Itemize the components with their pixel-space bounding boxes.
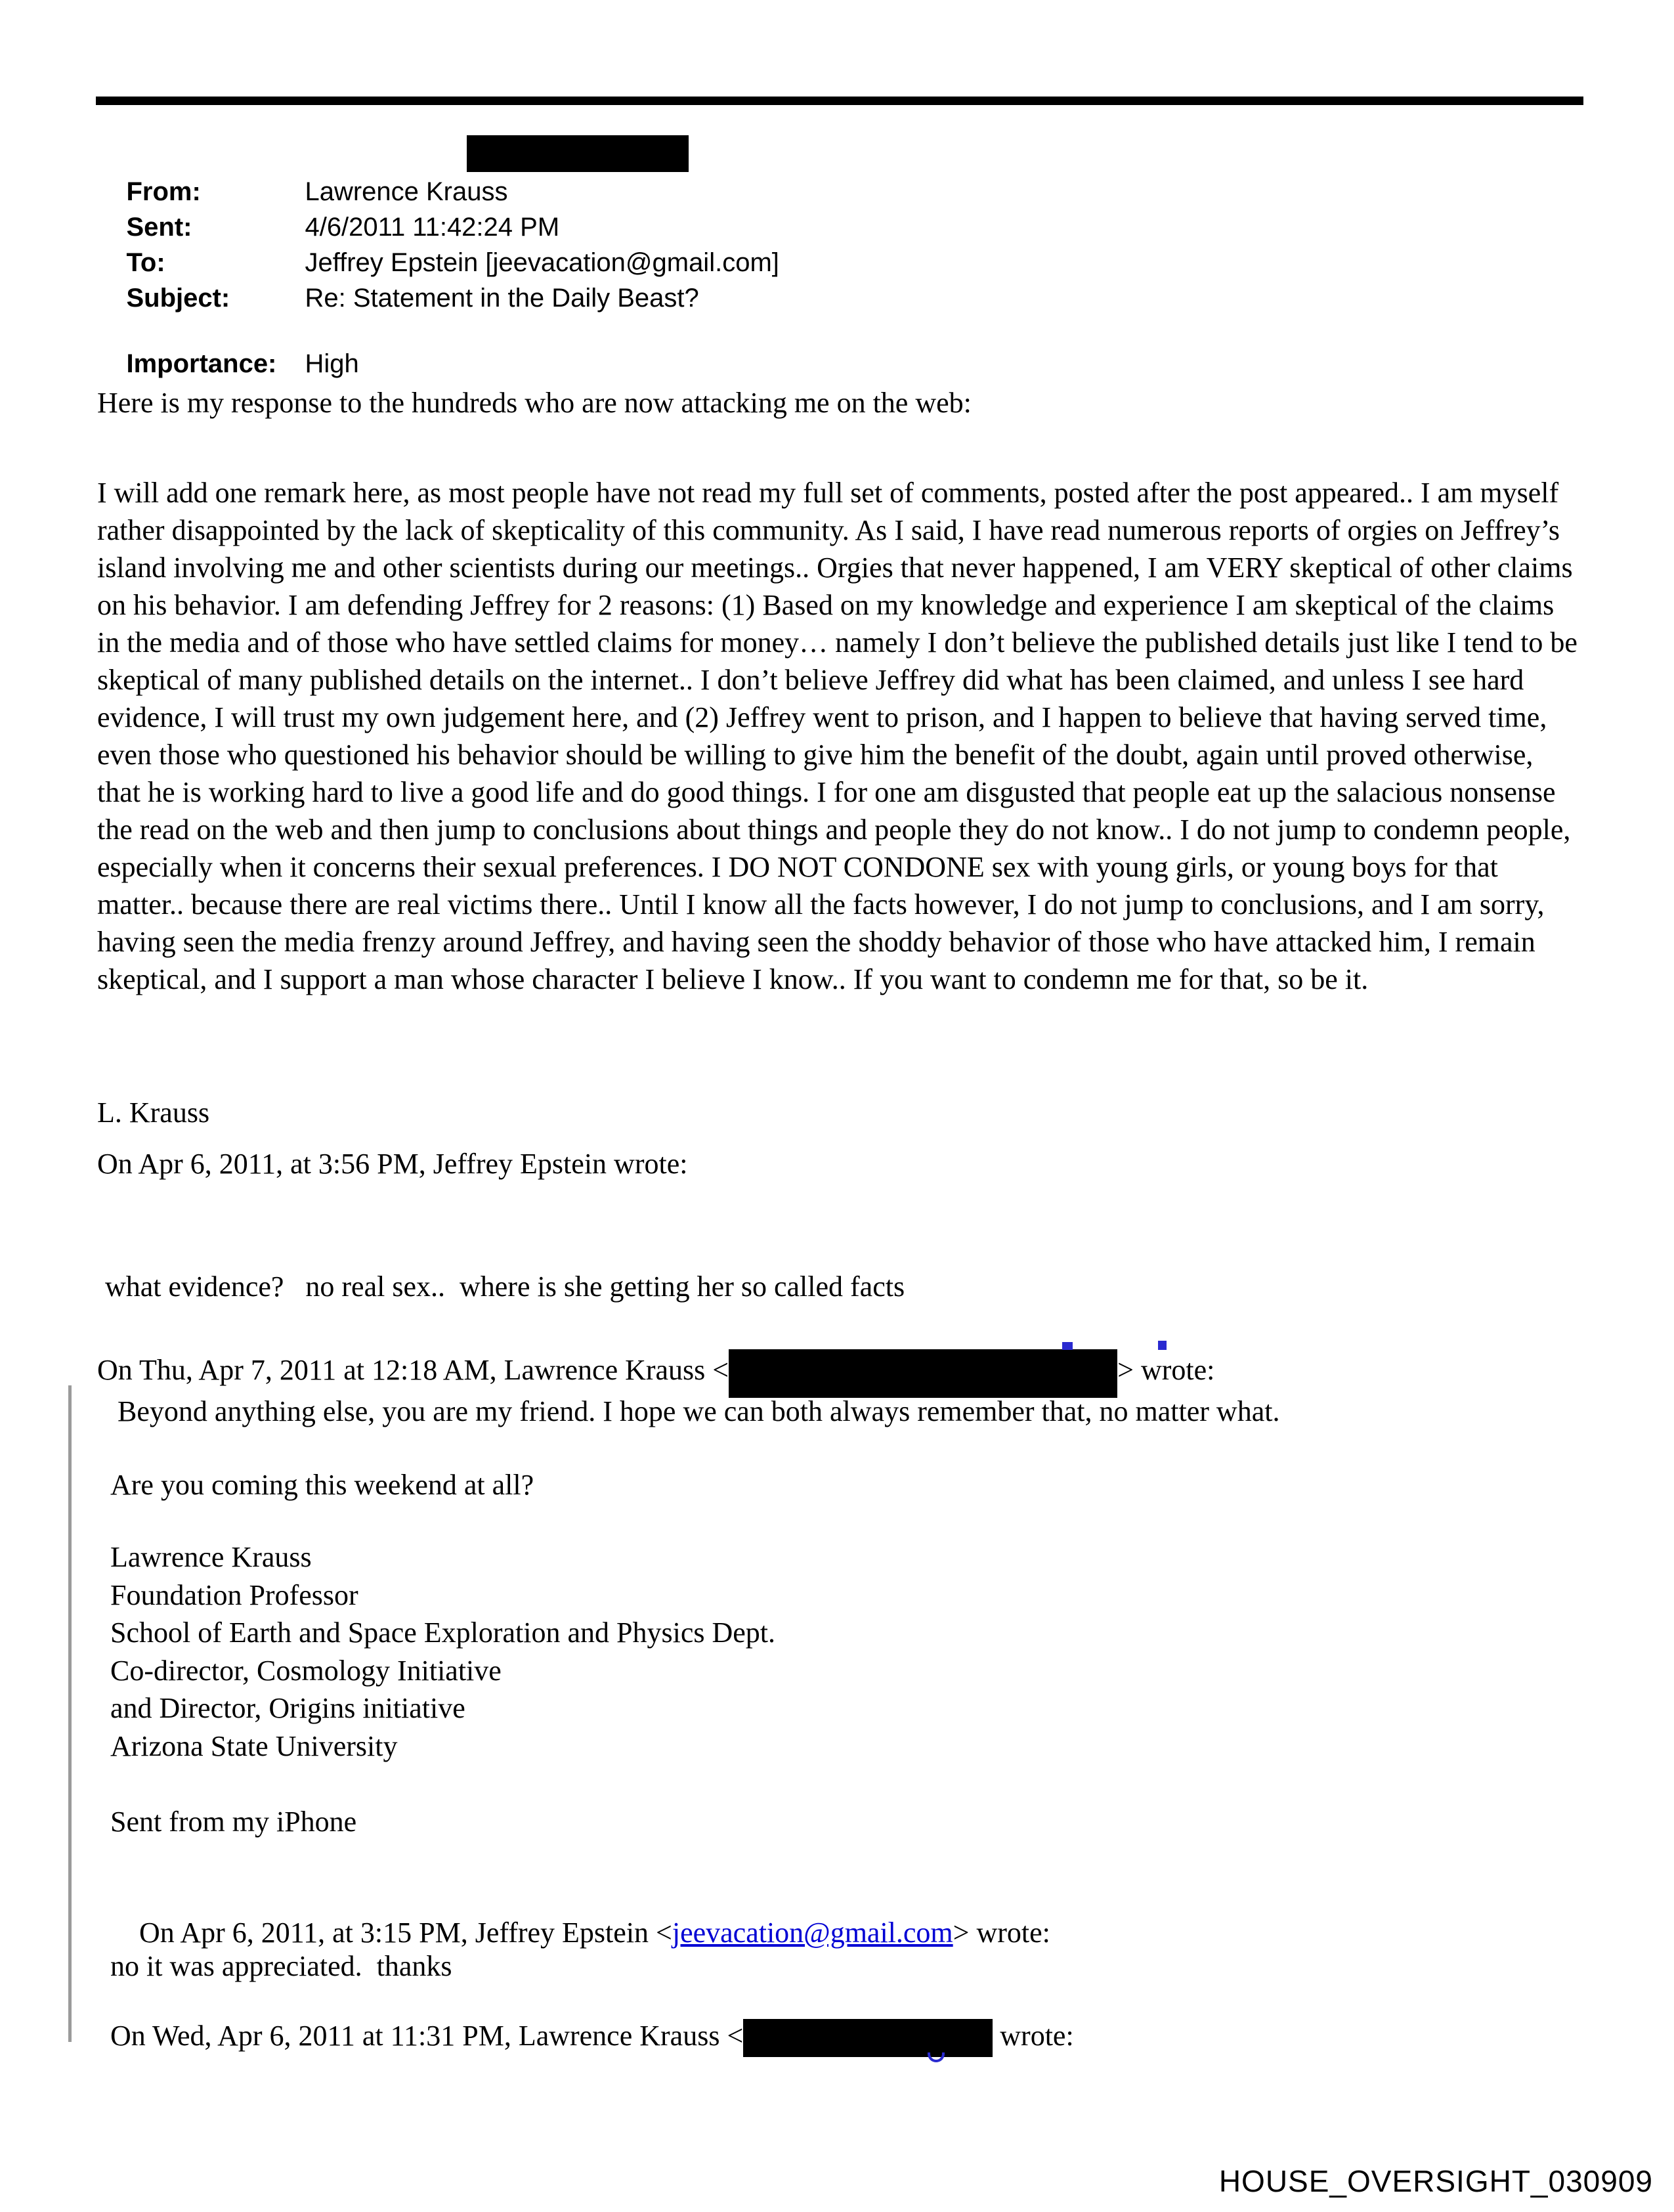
email-address-link[interactable]: jeevacation@gmail.com: [672, 1917, 953, 1949]
sent-value: 4/6/2011 11:42:24 PM: [305, 213, 560, 242]
quoted-beyond-line: Beyond anything else, you are my friend. I hope we can both always remember that, no matter what.: [110, 1395, 1280, 1427]
quote1-attribution-line: On Apr 6, 2011, at 3:56 PM, Jeffrey Epstein wrote:: [97, 1148, 688, 1180]
redaction-bar-from-address: [467, 135, 689, 172]
signature-name-line: Lawrence Krauss: [110, 1541, 312, 1573]
redaction-bar-krauss-email-1: [729, 1349, 1117, 1398]
quote2-attribution-prefix: On Thu, Apr 7, 2011 at 12:18 AM, Lawrence Krauss <: [97, 1353, 729, 1386]
sent-from-iphone-line: Sent from my iPhone: [110, 1806, 357, 1838]
quote2-attribution-suffix: > wrote:: [1117, 1353, 1215, 1386]
importance-label: Importance:: [126, 349, 277, 378]
subject-label: Subject:: [126, 284, 230, 313]
from-value: Lawrence Krauss: [305, 177, 508, 206]
redaction-bar-krauss-email-2: [743, 2019, 993, 2057]
quote3-attribution-prefix: On Apr 6, 2011, at 3:15 PM, Jeffrey Epstein <: [139, 1917, 672, 1949]
quoted-reply-line: no it was appreciated. thanks: [110, 1950, 452, 1982]
importance-value: High: [305, 349, 359, 378]
quote4-attribution-prefix: On Wed, Apr 6, 2011 at 11:31 PM, Lawrence Krauss <: [110, 2019, 744, 2052]
bates-number: HOUSE_OVERSIGHT_030909: [1218, 2164, 1653, 2198]
sent-label: Sent:: [126, 213, 192, 242]
signature-director-line: and Director, Origins initiative: [110, 1692, 465, 1724]
quote2-attribution-line: [97, 1339, 1214, 1400]
quote3-attribution-suffix: > wrote:: [953, 1917, 1050, 1949]
signoff-line: L. Krauss: [97, 1096, 210, 1129]
statement-paragraph: I will add one remark here, as most people have not read my full set of comments, posted after the post appeared.. I am myself rather disappointed by the lack of skepticality of this community. As I said, I have read numerous reports of orgies on Jeffrey’s island involving me and other scientists during our meetings.. Orgies that never happened, I am VERY skeptical of other claims on his behavior. I am defending Jeffrey for 2 reasons: (1) Based on my knowledge and experience I am skeptical of the claims in the media and of those who have settled claims for money… namely I don’t believe the published details just like I tend to be skeptical of many published details on the internet.. I don’t believe Jeffrey did what has been claimed, and unless I see hard evidence, I will trust my own judgement here, and (2) Jeffrey went to prison, and I happen to believe that having served time, even those who questioned his behavior should be willing to give him the benefit of the doubt, again until proved otherwise, that he is working hard to live a good life and do good things. I for one am disgusted that people eat up the salacious nonsense the read on the web and then jump to conclusions about things and people they do not know.. I do not jump to condemn people, especially when it concerns their sexual preferences. I DO NOT CONDONE sex with young girls, or young boys for that matter.. because there are real victims there.. Until I know all the facts however, I do not jump to conclusions, and I am sorry, having seen the media frenzy around Jeffrey, and having seen the shoddy behavior of those who have attacked him, I remain skeptical, and I support a man whose character I believe I know.. If you want to condemn me for that, so be it.: [97, 477, 1585, 995]
signature-school-line: School of Earth and Space Exploration and Physics Dept.: [110, 1616, 776, 1649]
signature-title-line: Foundation Professor: [110, 1579, 358, 1611]
epstein-reply-line: what evidence? no real sex.. where is she getting her so called facts: [105, 1270, 905, 1303]
signature-university-line: Arizona State University: [110, 1730, 398, 1762]
redacted-link-fragment-icon: [1158, 1341, 1167, 1350]
header-divider-rule: [96, 97, 1583, 105]
to-label: To:: [126, 248, 165, 277]
quote-border-line: [68, 1385, 72, 2042]
quote4-attribution-suffix: wrote:: [993, 2019, 1074, 2052]
intro-line: Here is my response to the hundreds who are now attacking me on the web:: [97, 387, 972, 419]
from-label: From:: [126, 177, 201, 206]
subject-value: Re: Statement in the Daily Beast?: [305, 284, 699, 313]
to-value: Jeffrey Epstein [jeevacation@gmail.com]: [305, 248, 779, 277]
quoted-weekend-line: Are you coming this weekend at all?: [110, 1469, 534, 1501]
redacted-link-fragment-icon: [1062, 1342, 1073, 1350]
signature-codirector-line: Co-director, Cosmology Initiative: [110, 1655, 502, 1687]
